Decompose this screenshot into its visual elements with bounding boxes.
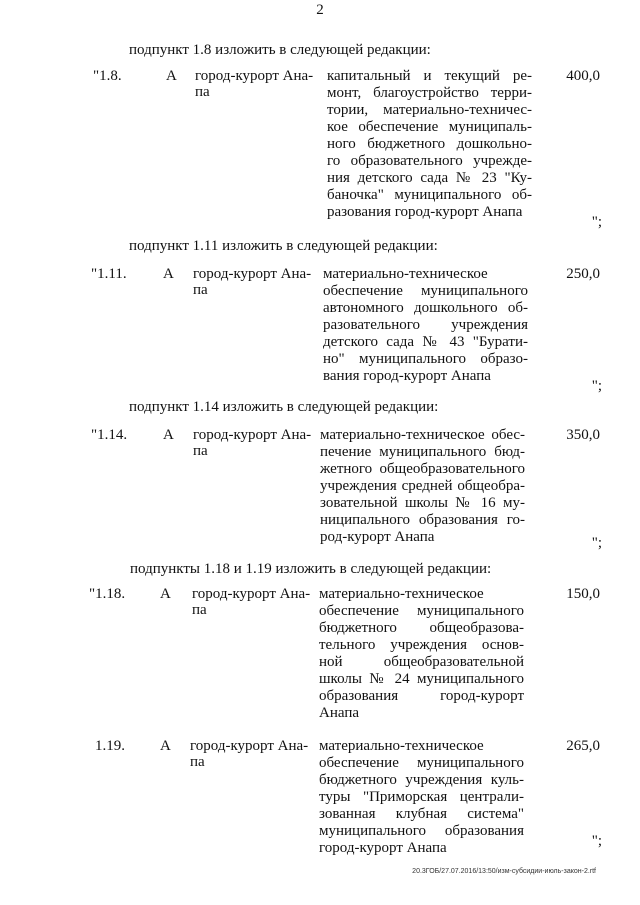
description-line: материально-техническое [319,586,484,602]
description-line: город-курорт Анапа [319,840,447,856]
description-line: материально-техническое [319,738,484,754]
description-line: разовательного учреждения [323,317,528,333]
entry-recipient [190,738,308,770]
recipient-line: город-курорт Ана- [193,266,312,282]
entry-number: "1.11. [91,266,127,282]
recipient-line: город-курорт Ана- [193,427,312,443]
entry-description [319,738,524,857]
entry-number: "1.18. [89,586,126,602]
section-intro-1-11: подпункт 1.11 изложить в следующей редакции: [129,238,438,254]
description-line: учреждения средней общеобра- [320,478,525,494]
description-line: обеспечение муниципального [323,283,528,299]
description-line: род-курорт Анапа [320,529,435,545]
entry-amount: 400,0 [566,68,600,84]
section-intro-1-14: подпункт 1.14 изложить в следующей редакции: [129,399,439,415]
recipient-line: город-курорт Ана- [192,586,311,602]
description-line: баночка" муниципального об- [327,187,532,203]
entry-category: А [166,68,177,84]
recipient-line: па [190,754,205,770]
entry-number: 1.19. [95,738,125,754]
entry-category: А [163,266,174,282]
description-line: ниципального образования го- [320,512,525,528]
entry-recipient [193,266,311,298]
description-line: кое обеспечение муниципаль- [327,119,532,135]
description-line: ного бюджетного дошкольно- [327,136,532,152]
entry-amount: 250,0 [566,266,600,282]
description-line: ния детского сада № 23 "Ку- [327,170,532,186]
description-line: автономного дошкольного об- [323,300,528,316]
description-line: капитальный и текущий ре- [327,68,532,84]
description-line: разования город-курорт Анапа [327,204,523,220]
description-line: бюджетного общеобразова- [319,620,524,636]
description-line: обеспечение муниципального [319,755,524,771]
description-line: печение муниципального бюд- [320,444,525,460]
description-line: зовательной школы № 16 му- [320,495,525,511]
recipient-line: па [192,602,207,618]
description-line: жетного общеобразовательного [320,461,525,477]
description-line: тории, материально-техничес- [327,102,532,118]
section-intro-1-8: подпункт 1.8 изложить в следующей редакции: [129,42,431,58]
description-line: монт, благоустройство терри- [327,85,532,101]
recipient-line: па [193,282,208,298]
entry-closing-quote: "; [591,378,602,394]
entry-category: А [160,738,171,754]
recipient-line: па [195,84,210,100]
entry-amount: 150,0 [566,586,600,602]
description-line: обеспечение муниципального [319,603,524,619]
page-number: 2 [316,2,324,18]
description-line: туры "Приморская централи- [319,789,524,805]
description-line: ной общеобразовательной [319,654,524,670]
entry-description [323,266,528,385]
entry-description [320,427,525,546]
description-line: бюджетного учреждения куль- [319,772,524,788]
recipient-line: па [193,443,208,459]
entry-number: "1.14. [91,427,128,443]
description-line: детского сада № 43 "Бурати- [323,334,528,350]
entry-category: А [160,586,171,602]
entry-category: А [163,427,174,443]
document-footer: 20.3ГОБ/27.07.2016/13:50/изм-субсидии-июль-закон-2.rtf [412,868,596,875]
entry-recipient [195,68,313,100]
entry-recipient [192,586,310,618]
recipient-line: город-курорт Ана- [190,738,309,754]
section-intro-1-18-1-19: подпункты 1.18 и 1.19 изложить в следующей редакции: [130,561,492,577]
entry-amount: 350,0 [566,427,600,443]
description-line: но" муниципального образо- [323,351,528,367]
description-line: тельного учреждения основ- [319,637,524,653]
description-line: вания город-курорт Анапа [323,368,491,384]
entry-closing-quote: "; [591,833,602,849]
description-line: го образовательного учрежде- [327,153,532,169]
entry-description [319,586,524,722]
recipient-line: город-курорт Ана- [195,68,314,84]
description-line: школы № 24 муниципального [319,671,524,687]
entry-closing-quote: "; [591,535,602,551]
description-line: материально-техническое обес- [320,427,525,443]
entry-description [327,68,532,221]
description-line: образования город-курорт [319,688,524,704]
entry-recipient [193,427,311,459]
entry-number: "1.8. [93,68,122,84]
entry-closing-quote: "; [591,214,602,230]
description-line: материально-техническое [323,266,488,282]
description-line: зованная клубная система" [319,806,524,822]
description-line: муниципального образования [319,823,524,839]
description-line: Анапа [319,705,360,721]
entry-amount: 265,0 [566,738,600,754]
